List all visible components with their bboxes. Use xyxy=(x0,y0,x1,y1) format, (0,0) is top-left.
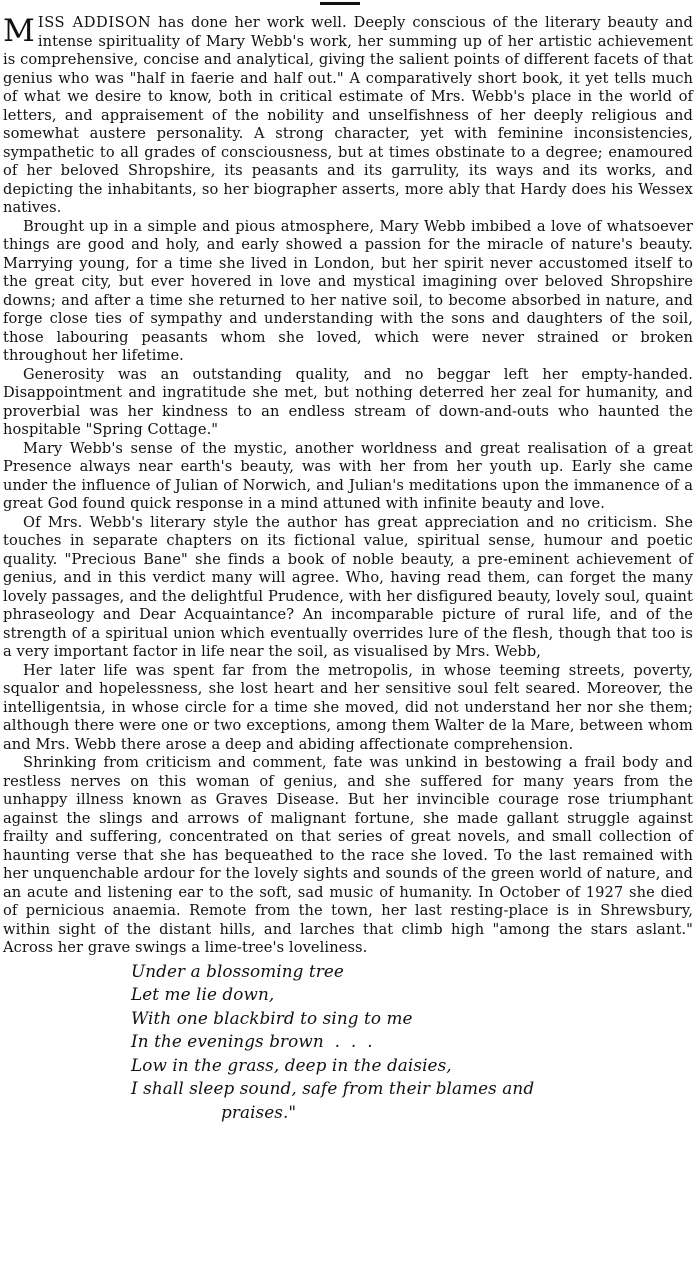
top-rule xyxy=(320,2,360,5)
article-body xyxy=(3,14,693,1124)
poem-line: With one blackbird to sing to me xyxy=(131,1007,413,1028)
poem-line: praises." xyxy=(221,1101,297,1122)
paragraph-4: Mary Webb's sense of the mystic, another worldness and great realisation of a great Presence always near earth's beauty, was with her from her youth up. Early she came under the influence of Julian of Norwich, and Julian's meditations upon the immanence of a great God found quick response in a mind attuned with infinite beauty and love. xyxy=(3,439,693,512)
paragraph-1 xyxy=(3,14,693,218)
paragraph-1-text: has done her work well. Deeply conscious of the literary beauty and intense spirituality of Mary Webb's work, her summing up of her artistic achievement is comprehensive, concise and analytical, giving the salient points of different facets of that genius who was "half in faerie and half out." A comparatively short book, it yet tells much of what we desire to know, both in critical estimate of Mrs. Webb's place in the world of letters, and appraisement of the nobility and unselfishness of her deeply religious and somewhat austere personality. A strong character, yet with feminine inconsistencies, sympathetic to all grades of consciousness, but at times obstinate to a degree; enamoured of her beloved Shropshire, its peasants and its garrulity, its ways and its works, and depicting the inhabitants, so her biographer asserts, more ably that Hardy does his Wessex natives. xyxy=(3,14,693,216)
paragraph-5: Of Mrs. Webb's literary style the author has great appreciation and no criticism. She touches in separate chapters on its fictional value, spiritual sense, humour and poetic quality. "Precious Bane" she finds a book of noble beauty, a pre-eminent achievement of genius, and in this verdict many will agree. Who, having read them, can forget the many lovely passages, and the delightful Prudence, with her disfigured beauty, lovely soul, quaint phraseology and Dear Acquaintance? An incomparable picture of rural life, and of the strength of a spiritual union which eventually overrides lure of the flesh, though that too is a very important factor in life near the soil, as visualised by Mrs. Webb, xyxy=(3,513,693,660)
poem xyxy=(131,960,693,1125)
paragraph-6: Her later life was spent far from the metropolis, in whose teeming streets, poverty, squalor and hopelessness, she lost heart and her sensitive soul felt seared. Moreover, the intelligentsia, in whose circle for a time she moved, did not understand her nor she them; although there were one or two exceptions, among them Walter de la Mare, between whom and Mrs. Webb there arose a deep and abiding affectionate comprehension. xyxy=(3,661,693,753)
poem-line: Under a blossoming tree xyxy=(131,960,344,981)
drop-cap: M xyxy=(3,13,35,49)
poem-line: Low in the grass, deep in the daisies, xyxy=(131,1054,452,1075)
lead-in: ISS ADDISON xyxy=(37,14,152,31)
poem-line: I shall sleep sound, safe from their blames and xyxy=(131,1078,535,1098)
poem-line: In the evenings brown . . . xyxy=(131,1031,373,1051)
paragraph-2: Brought up in a simple and pious atmosphere, Mary Webb imbibed a love of whatsoever things are good and holy, and early showed a passion for the miracle of nature's beauty. Marrying young, for a time she lived in London, but her spirit never accustomed itself to the great city, but ever hovered in love and mystical imagining over beloved Shropshire downs; and after a time she returned to her native soil, to become absorbed in nature, and forge close ties of sympathy and understanding with the sons and daughters of the soil, those labouring peasants whom she loved, which were never strained or broken throughout her lifetime. xyxy=(3,217,693,364)
poem-line: Let me lie down, xyxy=(131,984,275,1004)
paragraph-7: Shrinking from criticism and comment, fate was unkind in bestowing a frail body and restless nerves on this woman of genius, and she suffered for many years from the unhappy illness known as Graves Disease. But her invincible courage rose triumphant against the slings and arrows of malignant fortune, she made gallant struggle against frailty and suffering, concentrated on that series of great novels, and small collection of haunting verse that she has bequeathed to the race she loved. To the last remained with her unquenchable ardour for the lovely sights and sounds of the green world of nature, and an acute and listening ear to the soft, sad music of humanity. In October of 1927 she died of pernicious anaemia. Remote from the town, her last resting-place is in Shrewsbury, within sight of the distant hills, and larches that climb high "among the stars aslant." Across her grave swings a lime-tree's loveliness. xyxy=(3,754,693,956)
paragraph-3: Generosity was an outstanding quality, and no beggar left her empty-handed. Disappointment and ingratitude she met, but nothing deterred her zeal for humanity, and proverbial was her kindness to an endless stream of down-and-outs who haunted the hospitable "Spring Cottage." xyxy=(3,365,693,438)
